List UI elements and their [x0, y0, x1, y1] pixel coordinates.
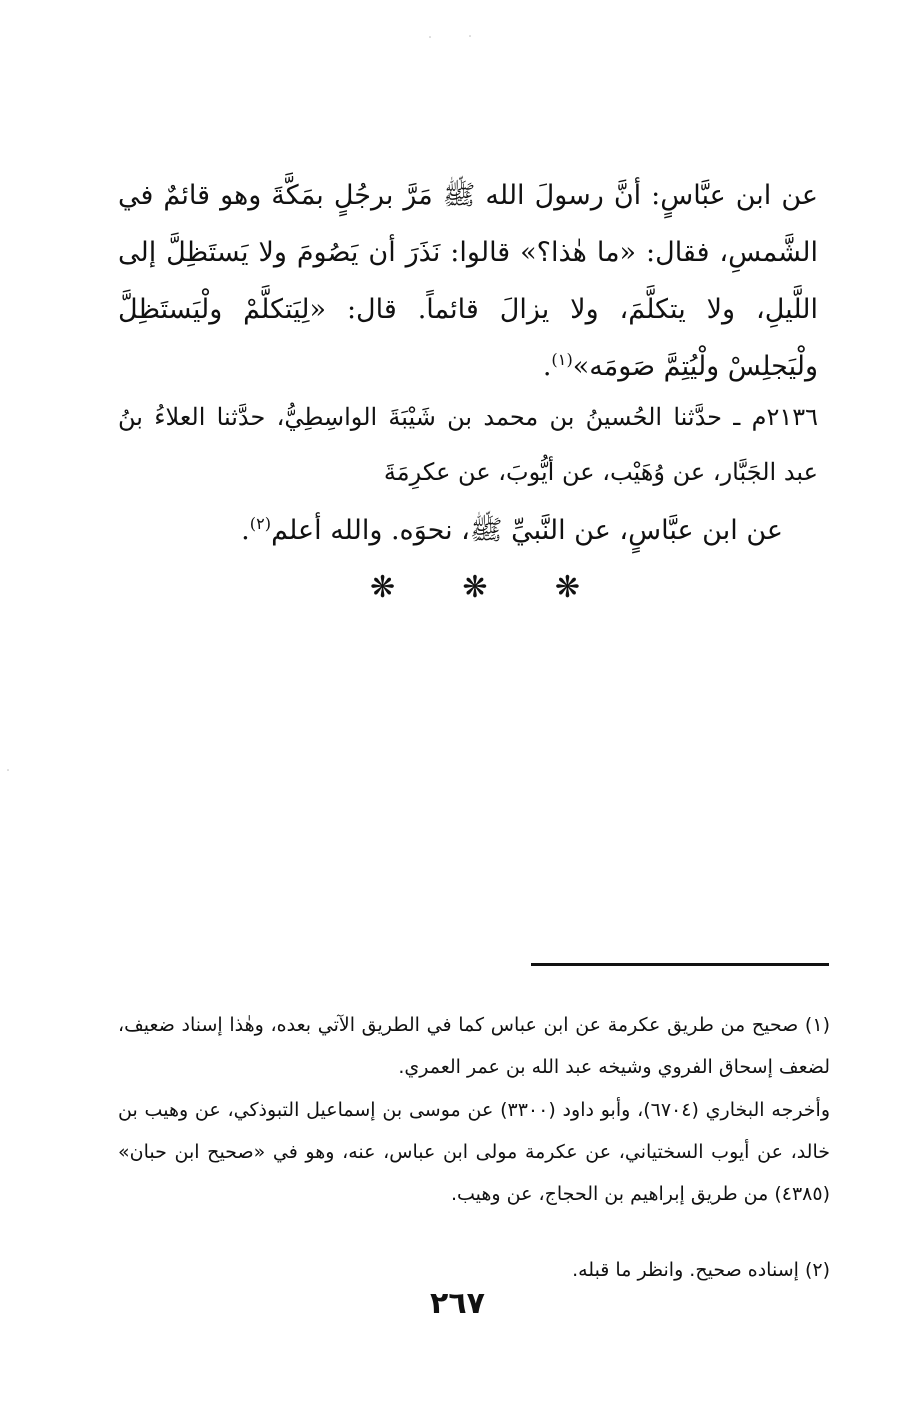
asterism-icon: ❋ [462, 570, 488, 605]
hadith-text-1: عن ابن عبَّاسٍ: أنَّ رسولَ الله ﷺ مَرَّ برجُلٍ بمَكَّةَ وهو قائمٌ في الشَّمسِ، فقال: «ما هٰذا؟» قالوا: نَذَرَ أن يَصُومَ ولا يَستَظِلَّ إلى اللَّيلِ، ولا يتكلَّمَ، ولا يزالَ قائماً. قال: «لِيَتكلَّمْ ولْيَستَظِلَّ ولْيَجلِسْ ولْيُتِمَّ صَومَه» [118, 180, 818, 382]
footnote-2: (٢) إسناده صحيح. وانظر ما قبله. [572, 1259, 830, 1281]
footnote-1-continued: وأخرجه البخاري (٦٧٠٤)، وأبو داود (٣٣٠٠) عن موسى بن إسماعيل التبوذكي، عن وهيب بن خالد، عن أيوب السختياني، عن عكرمة مولى ابن عباس، عنه، وهو في «صحيح ابن حبان» (٤٣٨٥) من طريق إبراهيم بن الحجاج، عن وهيب. [118, 1099, 830, 1205]
hadith-end-1: . [542, 351, 552, 382]
hadith-paragraph-1 [118, 167, 818, 395]
scan-speck [7, 769, 9, 771]
section-separator [370, 568, 580, 608]
scan-speck [429, 36, 431, 38]
isnad-paragraph: ٢١٣٦م ـ حدَّثنا الحُسينُ بن محمد بن شَيْبَةَ الواسِطِيُّ، حدَّثنا العلاءُ بنُ عبد الجَبَّار، عن وُهَيْب، عن أيُّوبَ، عن عكرِمَةَ [118, 403, 818, 486]
asterism-icon: ❋ [370, 570, 396, 605]
page-number: ٢٦٧ [430, 1286, 485, 1321]
hadith-text-2: عن ابن عبَّاسٍ، عن النَّبيِّ ﷺ، نحوَه. والله أعلم [271, 515, 783, 546]
hadith-end-2: . [241, 515, 250, 546]
footnote-ref-2: (٢) [249, 514, 272, 533]
footnote-1: (١) صحيح من طريق عكرمة عن ابن عباس كما في الطريق الآتي بعده، وهٰذا إسناد ضعيف، لضعف إسحاق الفروي وشيخه عبد الله بن عمر العمري. [118, 1014, 830, 1078]
hadith-paragraph-2 [118, 505, 783, 557]
scan-speck [469, 35, 471, 37]
footnote-divider [531, 963, 829, 966]
asterism-icon: ❋ [554, 570, 580, 605]
footnote-ref-1: (١) [551, 350, 573, 369]
